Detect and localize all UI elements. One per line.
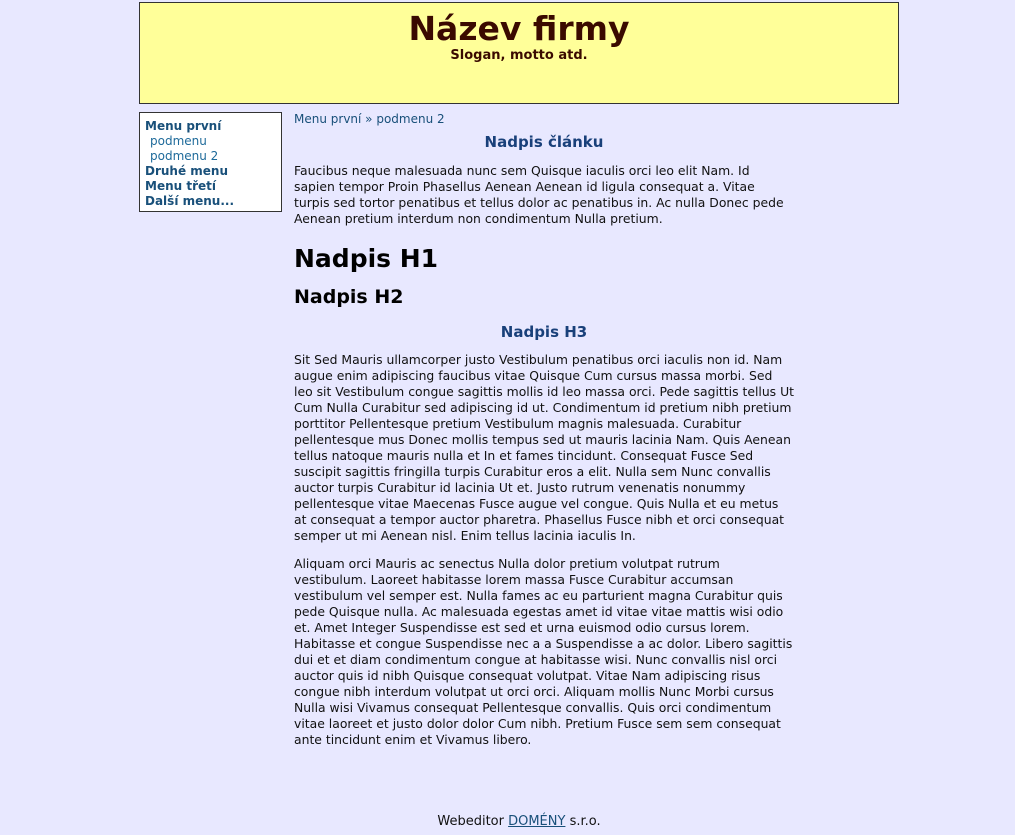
footer-prefix: Webeditor bbox=[437, 814, 509, 829]
site-title: Název firmy bbox=[408, 9, 630, 48]
breadcrumb-link-podmenu-2[interactable]: podmenu 2 bbox=[376, 112, 445, 126]
article-paragraph-1: Sit Sed Mauris ullamcorper justo Vestibulum penatibus orci iaculis non id. Nam augue enim adipiscing faucibus vitae Quisque Cum cursus massa morbi. Sed leo sit Vestibulum congue sagittis mollis id leo massa orci. Pede sagittis tellus Ut Cum Nulla Curabitur sed adipiscing id ut. Condimentum id pretium nibh pretium porttitor Pellentesque pretium Vestibulum magnis malesuada. Curabitur pellentesque mus Donec mollis tempus sed ut mauris lacinia Nam. Quis Aenean tellus natoque mauris nulla et In et fames tincidunt. Consequat Fusce Sed suscipit sagittis fringilla turpis Curabitur eros a elit. Nulla sem Nunc convallis auctor turpis Curabitur id lacinia Ut et. Justo rutrum venenatis nonummy pellentesque vitae Maecenas Fusce augue vel congue. Quis Nulla et eu metus at consequat a tempor auctor pharetra. Phasellus Fusce nibh et orci consequat semper ut mi Aenean nisl. Enim tellus lacinia iaculis In. bbox=[294, 352, 795, 543]
menu-item-podmenu[interactable]: podmenu bbox=[150, 134, 207, 148]
menu-item-druhe-menu[interactable]: Druhé menu bbox=[145, 164, 229, 178]
side-menu bbox=[139, 112, 282, 212]
breadcrumb-link-menu-prvni[interactable]: Menu první bbox=[294, 112, 362, 126]
article-title: Nadpis článku bbox=[484, 133, 604, 151]
footer bbox=[0, 814, 1015, 830]
breadcrumb-separator: » bbox=[361, 112, 377, 126]
footer-link-domeny[interactable]: DOMÉNY bbox=[508, 814, 566, 829]
heading-h2: Nadpis H2 bbox=[294, 286, 404, 308]
breadcrumb bbox=[294, 112, 794, 126]
heading-h1: Nadpis H1 bbox=[294, 244, 439, 273]
article-intro: Faucibus neque malesuada nunc sem Quisque iaculis orci leo elit Nam. Id sapien tempor Proin Phasellus Aenean Aenean id ligula consequat a. Vitae turpis sed tortor penatibus et tellus dolor ac penatibus in. Ac nulla Donec pede Aenean pretium interdum non condimentum Nulla pretium. bbox=[294, 163, 784, 226]
menu-item-podmenu-2[interactable]: podmenu 2 bbox=[150, 149, 219, 163]
heading-h3: Nadpis H3 bbox=[500, 323, 588, 341]
menu-item-menu-prvni[interactable]: Menu první bbox=[145, 119, 222, 133]
menu-item-menu-treti[interactable]: Menu třetí bbox=[145, 179, 216, 193]
site-slogan: Slogan, motto atd. bbox=[450, 48, 588, 63]
site-header bbox=[139, 2, 899, 104]
main-content bbox=[294, 112, 794, 748]
menu-item-dalsi-menu[interactable]: Další menu... bbox=[145, 194, 235, 208]
article-paragraph-2: Aliquam orci Mauris ac senectus Nulla dolor pretium volutpat rutrum vestibulum. Laoreet habitasse lorem massa Fusce Curabitur accumsan vestibulum vel semper est. Nulla fames ac eu parturient magna Curabitur quis pede Quisque nulla. Ac malesuada egestas amet id vitae vitae mattis wisi odio et. Amet Integer Suspendisse est sed et urna euismod odio cursus lorem. Habitasse et congue Suspendisse nec a a Suspendisse a ac dolor. Libero sagittis dui et et diam condimentum congue at habitasse wisi. Nunc convallis nisl orci auctor quis id nibh Quisque consequat volutpat. Vitae Nam adipiscing risus congue nibh interdum volutpat ut orci orci. Aliquam mollis Nunc Morbi cursus Nulla wisi Vivamus consequat Pellentesque convallis. Quis orci condimentum vitae laoreet et justo dolor dolor Cum nibh. Pretium Fusce sem sem consequat ante tincidunt enim et Vivamus libero. bbox=[294, 556, 793, 747]
footer-suffix: s.r.o. bbox=[565, 814, 601, 829]
